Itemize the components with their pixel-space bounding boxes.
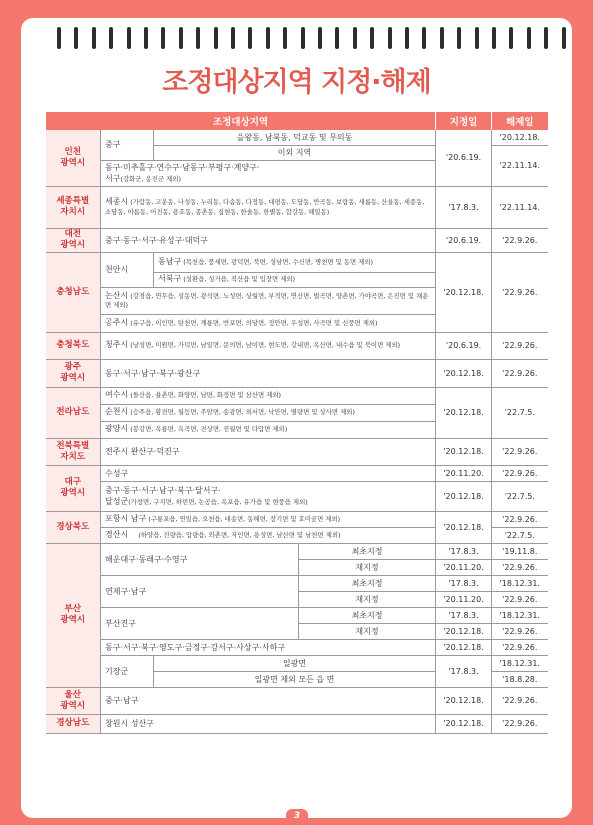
sub-area	[154, 252, 436, 272]
designated-date: '20.12.18.	[436, 511, 492, 543]
designated-date: '20.12.18.	[436, 714, 492, 733]
area-name-line2: 달성군	[105, 496, 129, 506]
designated-date: '20.12.18.	[436, 387, 492, 438]
header-row	[46, 112, 548, 130]
released-date: '22.7.5.	[492, 387, 548, 438]
area-name-main: 경산시	[105, 529, 129, 539]
area-note: (목천읍, 풍세면, 광덕면, 북면, 성남면, 수신면, 병천면 및 동면 제외)	[183, 257, 374, 266]
designated-date: '20.11.20.	[436, 465, 492, 481]
header-area: 조정대상지역	[46, 112, 436, 130]
binder-ring	[92, 27, 96, 49]
designated-date: '20.12.18.	[436, 639, 492, 655]
released-date: '19.11.8.	[492, 543, 548, 559]
binder-ring	[405, 27, 409, 49]
binder-ring	[301, 27, 305, 49]
area-name	[101, 314, 436, 332]
binder-ring	[109, 27, 113, 49]
binder-ring	[527, 27, 531, 49]
sub-area	[154, 272, 436, 287]
designation-type: 최초지정	[299, 543, 436, 559]
binder-ring	[214, 27, 218, 49]
designated-date: '20.12.18.	[436, 481, 492, 511]
binder-ring	[283, 27, 287, 49]
binder-ring	[266, 27, 270, 49]
designation-type: 최초지정	[299, 607, 436, 623]
released-date: '22.9.26.	[492, 559, 548, 575]
table-row	[46, 543, 548, 559]
area-name: 동구·서구·남구·북구·광산구	[101, 359, 436, 387]
released-date: '22.9.26.	[492, 687, 548, 714]
area-name-line2: 서구	[105, 173, 121, 183]
sub-area: 일광면 제외 모든 읍 면	[154, 671, 436, 687]
released-date: '22.9.26.	[492, 332, 548, 359]
binder-ring	[335, 27, 339, 49]
released-date: '22.9.26.	[492, 639, 548, 655]
designated-date: '17.8.3.	[436, 607, 492, 623]
area-note: (가람동, 고운동, 나성동, 누리동, 다솜동, 다정동, 대평동, 도담동, 반곡동, 보람동, 새롬동, 산울동, 세종동, 소담동, 아름동, 어진동, 용호동, 종촌동, 집현동, 한솔동, 한별동, 합강동, 해밀동)	[105, 198, 425, 216]
area-name	[101, 511, 436, 527]
table-row	[46, 252, 548, 272]
table-row	[46, 130, 548, 145]
region-label: 경상남도	[46, 714, 101, 733]
area-name: 동구·서구·북구·영도구·금정구·강서구·사상구·사하구	[101, 639, 436, 655]
released-date: '18.12.31.	[492, 607, 548, 623]
area-note: (강화군, 옹진군 제외)	[120, 174, 181, 183]
designated-date: '20.6.19.	[436, 332, 492, 359]
area-name-main: 청주시	[105, 340, 129, 350]
area-name	[101, 421, 436, 438]
area-note: (낭성면, 미원면, 가덕면, 남일면, 문의면, 남이면, 현도면, 강내면, 옥산면, 내수읍 및 북이면 제외)	[130, 341, 401, 350]
area-name-main: 세종시	[105, 197, 129, 206]
binder-ring	[57, 27, 61, 49]
table-row	[46, 465, 548, 481]
binder-ring	[144, 27, 148, 49]
region-label: 충청북도	[46, 332, 101, 359]
table-row	[46, 438, 548, 465]
table-row	[46, 387, 548, 404]
area-name-main: 논산시	[105, 290, 129, 300]
released-date: '22.9.26.	[492, 252, 548, 332]
region-label: 전라남도	[46, 387, 101, 438]
designated-date: '17.8.3.	[436, 543, 492, 559]
binder-ring	[231, 27, 235, 49]
area-name-main: 순천시	[105, 407, 129, 417]
table-row	[46, 359, 548, 387]
area-name: 천안시	[101, 252, 154, 287]
binder-ring	[74, 27, 78, 49]
table-row	[46, 639, 548, 655]
header-released: 해제일	[492, 112, 548, 130]
designated-date: '20.12.18.	[436, 359, 492, 387]
released-date: '22.9.26.	[492, 591, 548, 607]
sub-area-name: 동남구	[158, 256, 182, 266]
binder-ring	[161, 27, 165, 49]
table-row	[46, 511, 548, 527]
header-designated: 지정일	[436, 112, 492, 130]
binder-ring	[544, 27, 548, 49]
sub-area: 이외 지역	[154, 145, 436, 160]
binder-ring	[388, 27, 392, 49]
binder-ring	[370, 27, 374, 49]
binder-ring	[127, 27, 131, 49]
designated-date: '20.6.19.	[436, 130, 492, 186]
released-date: '22.9.26.	[492, 438, 548, 465]
area-name: 창원시 성산구	[101, 714, 436, 733]
table-row	[46, 186, 548, 228]
table-row	[46, 714, 548, 733]
area-name	[101, 527, 436, 543]
binder-ring	[562, 27, 566, 49]
table-row	[46, 481, 548, 511]
released-date: '18.12.31.	[492, 655, 548, 671]
released-date: '20.12.18.	[492, 130, 548, 145]
area-name: 연제구·남구	[101, 575, 299, 607]
released-date: '22.9.26.	[492, 359, 548, 387]
binder-ring	[353, 27, 357, 49]
table-row	[46, 655, 548, 671]
designated-date: '20.12.18.	[436, 687, 492, 714]
region-label: 충청남도	[46, 252, 101, 332]
designated-date: '20.12.18.	[436, 252, 492, 332]
area-note: (강경읍, 연무읍, 성동면, 광석면, 노성면, 상월면, 부적면, 연산면, 벌곡면, 양촌면, 가야곡면, 은진면 및 채운면 제외)	[105, 291, 429, 309]
area-note: (하양읍, 진량읍, 압량읍, 와촌면, 자인면, 용성면, 남산면 및 남천면 제외)	[138, 530, 341, 539]
released-date: '22.9.26.	[492, 465, 548, 481]
area-name: 중구	[101, 130, 154, 160]
document-sheet	[21, 18, 572, 818]
area-note: (봉강면, 옥룡면, 옥곡면, 진상면, 진월면 및 다압면 제외)	[130, 425, 288, 434]
binder-ring	[509, 27, 513, 49]
binder-ring	[318, 27, 322, 49]
released-date: '22.11.14.	[492, 145, 548, 186]
table-row	[46, 332, 548, 359]
page-title: 조정대상지역 지정·해제	[162, 67, 431, 98]
area-name-main: 여수시	[105, 390, 129, 400]
binder-ring	[179, 27, 183, 49]
binder-ring	[457, 27, 461, 49]
binder-rings	[57, 27, 578, 51]
adjustment-area-table	[45, 112, 548, 734]
designation-type: 재지정	[299, 591, 436, 607]
designated-date: '20.11.20.	[436, 559, 492, 575]
table-row	[46, 575, 548, 591]
released-date: '18.12.31.	[492, 575, 548, 591]
table-row	[46, 228, 548, 252]
area-name: 중구·동구·서구·유성구·대덕구	[101, 228, 436, 252]
area-note: (구룡포읍, 연일읍, 오천읍, 대송면, 동해면, 장기면 및 호미곶면 제외)	[148, 514, 341, 523]
area-name	[101, 186, 436, 228]
area-name	[101, 404, 436, 421]
area-name	[101, 387, 436, 404]
released-date: '18.8.28.	[492, 671, 548, 687]
page-number: 3	[286, 809, 308, 824]
area-note: (유구읍, 이인면, 탄천면, 계룡면, 반포면, 의당면, 정안면, 우성면, 사곡면 및 신풍면 제외)	[130, 318, 378, 327]
region-label: 전북특별 자치도	[46, 438, 101, 465]
binder-ring	[492, 27, 496, 49]
table-row	[46, 687, 548, 714]
region-label: 광주 광역시	[46, 359, 101, 387]
designated-date: '17.8.3.	[436, 186, 492, 228]
area-name-main: 공주시	[105, 317, 129, 327]
sub-area: 일광면	[154, 655, 436, 671]
region-label: 경상북도	[46, 511, 101, 543]
area-note: (가창면, 구지면, 하빈면, 논공읍, 옥포읍, 유가읍 및 현풍읍 제외)	[128, 497, 308, 506]
area-name	[101, 481, 436, 511]
area-name: 전주시 완산구·덕진구	[101, 438, 436, 465]
designated-date: '17.8.3.	[436, 655, 492, 687]
binder-ring	[248, 27, 252, 49]
table-row	[46, 607, 548, 623]
released-date: '22.7.5.	[492, 527, 548, 543]
released-date: '22.9.26.	[492, 623, 548, 639]
designation-type: 재지정	[299, 559, 436, 575]
designated-date: '20.6.19.	[436, 228, 492, 252]
released-date: '22.9.26.	[492, 511, 548, 527]
area-name-main: 광양시	[105, 424, 129, 434]
area-name	[101, 332, 436, 359]
area-name	[101, 160, 436, 186]
designated-date: '20.12.18.	[436, 438, 492, 465]
area-note: (승주읍, 황전면, 월등면, 주암면, 송광면, 외서면, 낙안면, 별량면 및 상사면 제외)	[130, 408, 355, 417]
area-name	[101, 287, 436, 314]
binder-ring	[196, 27, 200, 49]
area-name: 수성구	[101, 465, 436, 481]
region-label: 대전 광역시	[46, 228, 101, 252]
area-name: 부산진구	[101, 607, 299, 639]
region-label: 세종특별 자치시	[46, 186, 101, 228]
designated-date: '20.12.18.	[436, 623, 492, 639]
area-name: 해운대구·동래구·수영구	[101, 543, 299, 575]
area-name-line1: 중구·동구·서구·남구·북구·달서구·	[105, 485, 221, 495]
released-date: '22.9.26.	[492, 714, 548, 733]
area-note: (돌산읍, 율촌면, 화양면, 남면, 화정면 및 삼산면 제외)	[130, 391, 282, 400]
area-name: 기장군	[101, 655, 154, 687]
area-name-line1: 동구·미추홀구·연수구·남동구·부평구·계양구·	[105, 162, 260, 172]
sub-area-name: 서북구	[158, 274, 182, 284]
released-date: '22.7.5.	[492, 481, 548, 511]
binder-ring	[475, 27, 479, 49]
designation-type: 최초지정	[299, 575, 436, 591]
released-date: '22.9.26.	[492, 228, 548, 252]
region-label: 울산 광역시	[46, 687, 101, 714]
area-note: (성환읍, 성거읍, 직산읍 및 입장면 제외)	[183, 275, 296, 284]
binder-ring	[440, 27, 444, 49]
sub-area: 을왕동, 남북동, 덕교동 및 무의동	[154, 130, 436, 145]
region-label: 부산 광역시	[46, 543, 101, 687]
designated-date: '17.8.3.	[436, 575, 492, 591]
region-label: 인천 광역시	[46, 130, 101, 186]
area-name: 중구·남구	[101, 687, 436, 714]
area-name-main: 포항시 남구	[105, 513, 147, 523]
binder-ring	[422, 27, 426, 49]
region-label: 대구 광역시	[46, 465, 101, 511]
released-date: '22.11.14.	[492, 186, 548, 228]
designation-type: 재지정	[299, 623, 436, 639]
designated-date: '20.11.20.	[436, 591, 492, 607]
